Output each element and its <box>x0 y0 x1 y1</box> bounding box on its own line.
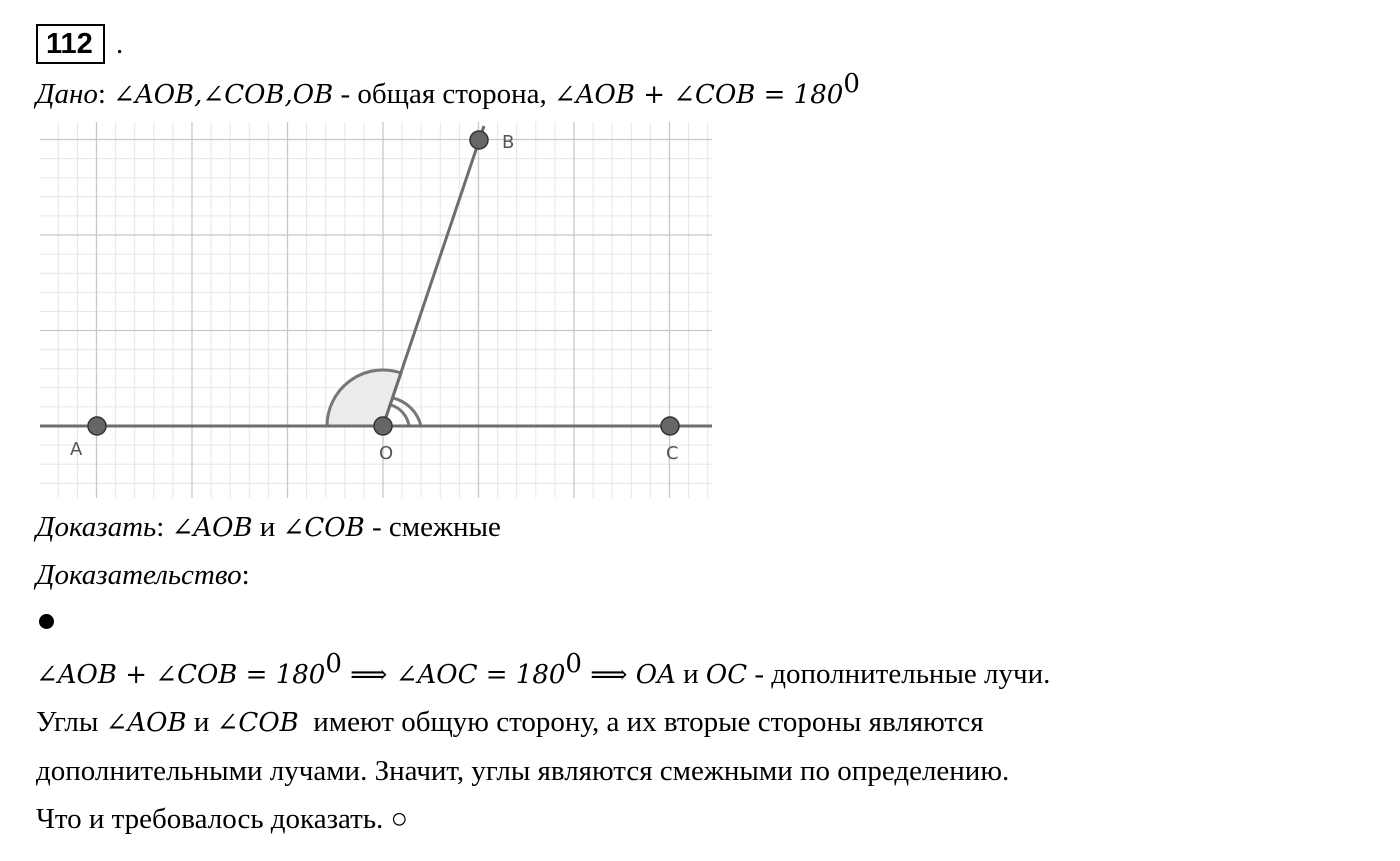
proof-ray-oa: OA <box>635 660 676 690</box>
given-equation: ∠AOB + ∠COB = 180 <box>553 80 844 110</box>
outer-angle-arc <box>327 370 401 426</box>
label-a: A <box>70 439 83 460</box>
proof-line-2-start: Углы <box>36 706 106 738</box>
bullet-point <box>39 614 54 629</box>
grid-minor <box>40 122 712 498</box>
given-angles: ∠AOB,∠COB,OB <box>113 80 334 110</box>
point-o <box>374 417 392 435</box>
given-colon: : <box>97 78 106 110</box>
proof-line-3: дополнительными лучами. Значит, углы являются смежными по определению. <box>36 755 1010 787</box>
proof-colon: : <box>241 559 250 591</box>
proof-implies-2: ⟹ <box>581 660 636 690</box>
prove-label: Доказать <box>36 511 157 543</box>
given-text: - общая сторона, <box>333 78 554 110</box>
ray-ob <box>383 126 484 426</box>
prove-angle-2: ∠COB <box>282 513 365 543</box>
proof-line-2 <box>36 704 984 741</box>
label-c: C <box>666 443 679 464</box>
prove-colon: : <box>156 511 165 543</box>
given-line <box>36 69 860 113</box>
given-degree: 0 <box>843 69 860 99</box>
geometry-figure <box>40 122 712 498</box>
label-o: O <box>379 443 394 464</box>
inner-angle-arc-2 <box>391 405 409 426</box>
proof-heading <box>36 557 250 593</box>
proof-eq-2: ∠AOC = 180 <box>395 660 566 690</box>
proof-line-4: Что и требовалось доказать. ○ <box>36 803 409 835</box>
prove-angle-1: ∠AOB <box>171 513 253 543</box>
given-label: Дано <box>36 78 98 110</box>
proof-line-1 <box>36 649 1051 693</box>
label-b: B <box>502 132 515 153</box>
proof-label: Доказательство <box>36 559 242 591</box>
grid-major <box>40 122 712 498</box>
prove-text: - смежные <box>364 511 501 543</box>
proof-line-2-angle-2: ∠COB <box>216 708 299 738</box>
proof-eq-1: ∠AOB + ∠COB = 180 <box>36 660 326 690</box>
point-b <box>470 131 488 149</box>
proof-and: и <box>675 658 706 690</box>
point-c <box>661 417 679 435</box>
proof-ray-oc: OC <box>705 660 748 690</box>
problem-number-dot: . <box>116 28 124 60</box>
proof-line-2-end: имеют общую сторону, а их вторые стороны являются <box>298 706 984 738</box>
prove-and: и <box>252 511 283 543</box>
proof-degree-2: 0 <box>565 649 582 679</box>
proof-degree-1: 0 <box>325 649 342 679</box>
point-a <box>88 417 106 435</box>
problem-number: 112 <box>36 24 105 64</box>
proof-line-2-and: и <box>186 706 217 738</box>
proof-line-2-angle-1: ∠AOB <box>105 708 187 738</box>
proof-implies-1: ⟹ <box>341 660 396 690</box>
prove-line <box>36 509 501 546</box>
proof-line-1-end: - дополнительные лучи. <box>747 658 1051 690</box>
